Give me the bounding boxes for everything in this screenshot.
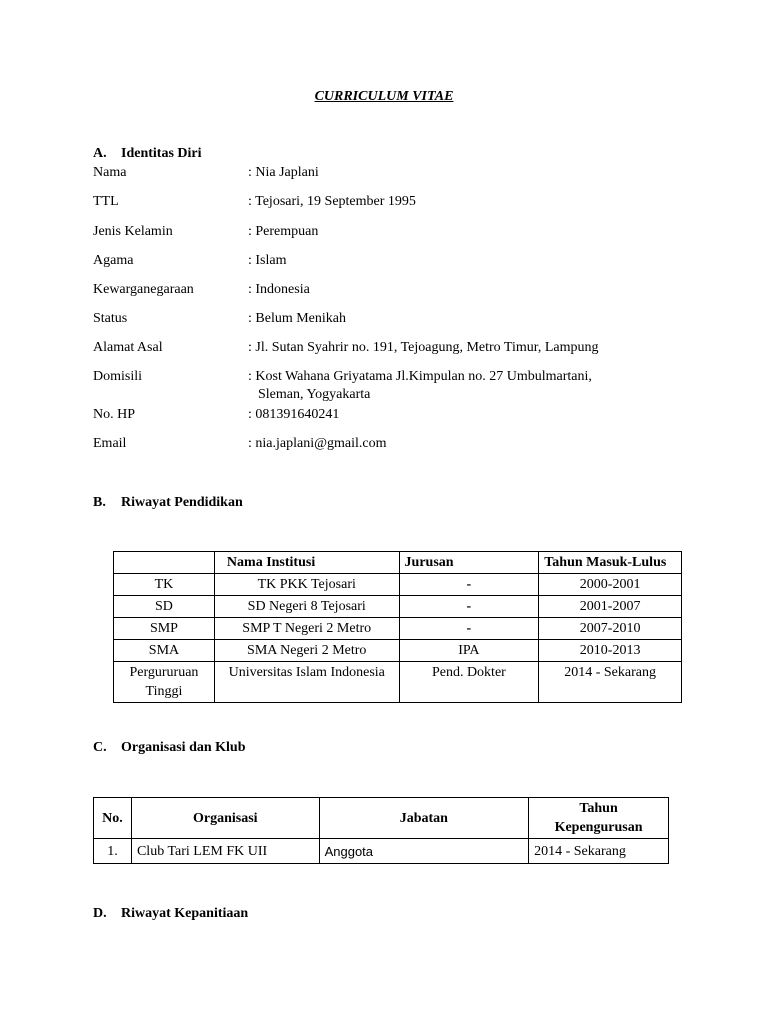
- organization-header-no: No.: [94, 798, 132, 839]
- section-c-heading: C. Organisasi dan Klub: [93, 740, 246, 755]
- identity-label: Kewarganegaraan: [93, 282, 194, 297]
- education-years: 2007-2010: [539, 618, 682, 640]
- identity-value: [248, 252, 688, 270]
- identity-value: [248, 310, 688, 328]
- organization-period: 2014 - Sekarang: [529, 839, 669, 864]
- identity-label: Jenis Kelamin: [93, 224, 173, 239]
- education-years: 2010-2013: [539, 640, 682, 662]
- education-major: -: [399, 618, 539, 640]
- identity-value-text: : 081391640241: [248, 407, 340, 422]
- education-years: 2000-2001: [539, 574, 682, 596]
- identity-label: Alamat Asal: [93, 340, 163, 355]
- identity-value: [248, 223, 688, 241]
- education-level: SD: [114, 596, 215, 618]
- organization-header-row: [94, 798, 669, 839]
- organization-header-name: Organisasi: [131, 798, 319, 839]
- education-major: -: [399, 574, 539, 596]
- identity-value-text: : Kost Wahana Griyatama Jl.Kimpulan no. 27 Umbulmartani,: [248, 369, 592, 384]
- identity-value-text: : Perempuan: [248, 224, 319, 239]
- identity-value-text: : Islam: [248, 253, 287, 268]
- identity-value: [248, 435, 688, 453]
- identity-label: TTL: [93, 194, 119, 209]
- education-major: Pend. Dokter: [399, 662, 539, 703]
- identity-value: [248, 339, 688, 357]
- document-title: CURRICULUM VITAE: [314, 89, 454, 104]
- education-level: SMA: [114, 640, 215, 662]
- identity-value-text: : Tejosari, 19 September 1995: [248, 194, 416, 209]
- identity-value-text: : Indonesia: [248, 282, 310, 297]
- education-header-institution: Nama Institusi: [214, 552, 399, 574]
- education-header-level: [114, 552, 215, 574]
- education-row: [114, 574, 682, 596]
- identity-value: [248, 164, 688, 182]
- education-row: [114, 662, 682, 703]
- education-institution: SMA Negeri 2 Metro: [214, 640, 399, 662]
- education-major: -: [399, 596, 539, 618]
- organization-header-period: Tahun Kepengurusan: [529, 798, 669, 839]
- identity-label: Domisili: [93, 369, 143, 384]
- identity-label: Agama: [93, 253, 134, 268]
- identity-value: [248, 406, 688, 424]
- identity-value-continuation: Sleman, Yogyakarta: [258, 387, 371, 402]
- education-institution: TK PKK Tejosari: [214, 574, 399, 596]
- education-header-major: Jurusan: [399, 552, 539, 574]
- identity-value: [248, 368, 688, 404]
- organization-position: Anggota: [319, 839, 529, 864]
- organization-header-position: Jabatan: [319, 798, 529, 839]
- education-table: [113, 551, 682, 703]
- identity-label: No. HP: [93, 407, 136, 422]
- education-row: [114, 640, 682, 662]
- education-institution: Universitas Islam Indonesia: [214, 662, 399, 703]
- section-b-heading: B. Riwayat Pendidikan: [93, 495, 243, 510]
- identity-value: [248, 281, 688, 299]
- identity-value-text: : nia.japlani@gmail.com: [248, 436, 387, 451]
- identity-value: [248, 193, 688, 211]
- identity-value-text: : Belum Menikah: [248, 311, 346, 326]
- section-d-heading: D. Riwayat Kepanitiaan: [93, 906, 249, 921]
- education-row: [114, 618, 682, 640]
- education-institution: SMP T Negeri 2 Metro: [214, 618, 399, 640]
- identity-label: Status: [93, 311, 128, 326]
- identity-label: Email: [93, 436, 127, 451]
- organization-row: [94, 839, 669, 864]
- education-row: [114, 596, 682, 618]
- education-level: Pergururuan Tinggi: [114, 662, 215, 703]
- section-a-heading: A. Identitas Diri: [93, 146, 202, 161]
- education-header-years: Tahun Masuk-Lulus: [539, 552, 682, 574]
- identity-value-text: : Nia Japlani: [248, 165, 319, 180]
- identity-value-text: : Jl. Sutan Syahrir no. 191, Tejoagung, Metro Timur, Lampung: [248, 340, 599, 355]
- organization-name: Club Tari LEM FK UII: [131, 839, 319, 864]
- education-years: 2014 - Sekarang: [539, 662, 682, 703]
- education-major: IPA: [399, 640, 539, 662]
- education-header-row: [114, 552, 682, 574]
- identity-label: Nama: [93, 165, 127, 180]
- organization-no: 1.: [94, 839, 132, 864]
- organization-table: [93, 797, 669, 864]
- education-years: 2001-2007: [539, 596, 682, 618]
- education-institution: SD Negeri 8 Tejosari: [214, 596, 399, 618]
- education-level: SMP: [114, 618, 215, 640]
- education-level: TK: [114, 574, 215, 596]
